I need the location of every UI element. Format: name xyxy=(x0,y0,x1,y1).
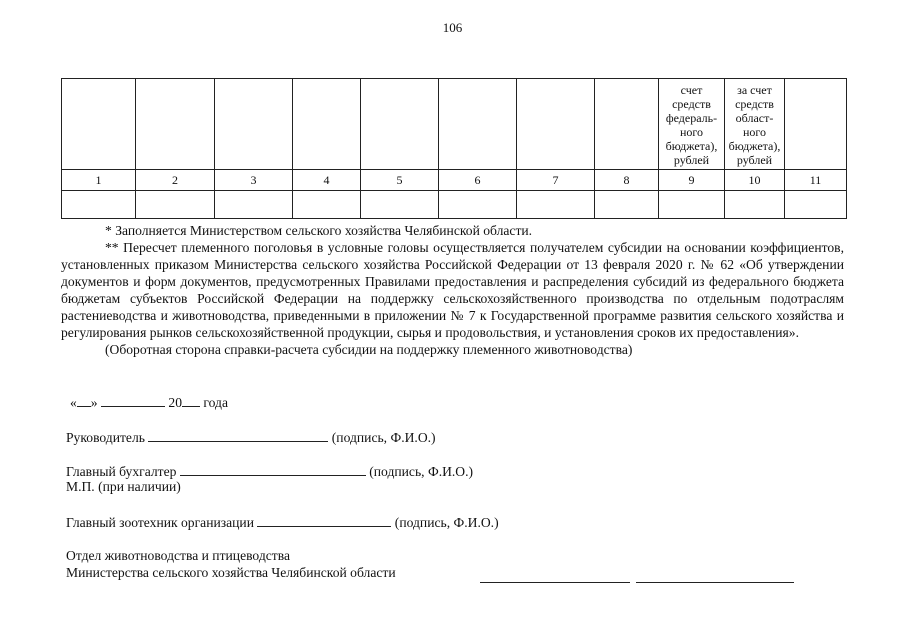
table-header-row xyxy=(62,79,847,170)
department-name-blank[interactable] xyxy=(636,569,794,583)
date-month-blank[interactable] xyxy=(101,393,165,407)
column-number: 2 xyxy=(136,170,215,191)
table-cell xyxy=(725,191,785,219)
table-cell xyxy=(517,191,595,219)
table-cell xyxy=(136,79,215,170)
accountant-hint: (подпись, Ф.И.О.) xyxy=(369,464,474,479)
head-signature-line xyxy=(66,428,436,446)
table-cell xyxy=(215,191,293,219)
column-number: 6 xyxy=(439,170,517,191)
column-number: 3 xyxy=(215,170,293,191)
table-cell xyxy=(293,79,361,170)
column-number: 5 xyxy=(361,170,439,191)
zootech-hint: (подпись, Ф.И.О.) xyxy=(394,515,499,530)
table-cell xyxy=(361,79,439,170)
accountant-label: Главный бухгалтер xyxy=(66,464,177,479)
page-number: 106 xyxy=(442,20,463,35)
column-number: 7 xyxy=(517,170,595,191)
footnote-ministry: * Заполняется Министерством сельского хозяйства Челябинской области. xyxy=(105,223,533,238)
table-row-empty xyxy=(62,191,847,219)
column-number: 8 xyxy=(595,170,659,191)
notes-block xyxy=(61,222,844,358)
table-header-regional: за счет средств област- ного бюджета), рублей xyxy=(725,79,785,170)
reverse-side-caption: (Оборотная сторона справки-расчета субсидии на поддержку племенного животноводства) xyxy=(105,342,633,357)
column-number: 9 xyxy=(659,170,725,191)
table-cell xyxy=(215,79,293,170)
head-signature-blank[interactable] xyxy=(148,428,328,442)
table-row-column-numbers xyxy=(62,170,847,191)
accountant-signature-line xyxy=(66,462,473,480)
department-signature-blank[interactable] xyxy=(480,569,630,583)
table-cell xyxy=(785,79,847,170)
footnote-recalculation: ** Пересчет племенного поголовья в условные головы осуществляется получателем субсидии на основании коэффициентов, установленных приказом Министерства сельского хозяйства Российской Федерации от 13 февраля 2020 г. № 62 «Об утверждении документов и форм документов, предусмотренных Правилами предоставления и распределения субсидий из федерального бюджета бюджетам субъектов Российской Федерации на поддержку сельскохозяйственного производства по отдельным подотраслям растениеводства и животноводства, приведенными в приложении № 7 к Государственной программе развития сельского хозяйства и регулирования рынков сельскохозяйственной продукции, сырья и продовольствия, и установления сроков их предоставления». xyxy=(61,240,844,340)
head-label: Руководитель xyxy=(66,430,145,445)
accountant-signature-blank[interactable] xyxy=(180,462,366,476)
table-header-federal: счет средств федераль- ного бюджета), рублей xyxy=(659,79,725,170)
table-cell xyxy=(293,191,361,219)
zootech-signature-blank[interactable] xyxy=(257,513,391,527)
head-hint: (подпись, Ф.И.О.) xyxy=(331,430,436,445)
table-cell xyxy=(595,79,659,170)
department-line1: Отдел животноводства и птицеводства xyxy=(66,548,290,563)
table-cell xyxy=(62,79,136,170)
column-number: 1 xyxy=(62,170,136,191)
table-cell xyxy=(517,79,595,170)
date-day-blank[interactable] xyxy=(77,393,91,407)
date-line: « » 20 года xyxy=(70,395,228,410)
table-cell xyxy=(595,191,659,219)
column-number: 4 xyxy=(293,170,361,191)
zootech-signature-line xyxy=(66,513,499,531)
table-cell xyxy=(785,191,847,219)
table-cell xyxy=(361,191,439,219)
table-cell xyxy=(439,79,517,170)
column-number: 10 xyxy=(725,170,785,191)
table-cell xyxy=(439,191,517,219)
date-year-blank[interactable] xyxy=(182,393,200,407)
table-cell xyxy=(62,191,136,219)
subsidy-table xyxy=(61,78,847,219)
table-cell xyxy=(136,191,215,219)
zootech-label: Главный зоотехник организации xyxy=(66,515,254,530)
column-number: 11 xyxy=(785,170,847,191)
table-cell xyxy=(659,191,725,219)
stamp-label: М.П. (при наличии) xyxy=(66,479,181,494)
department-line2: Министерства сельского хозяйства Челябинской области xyxy=(66,565,396,580)
